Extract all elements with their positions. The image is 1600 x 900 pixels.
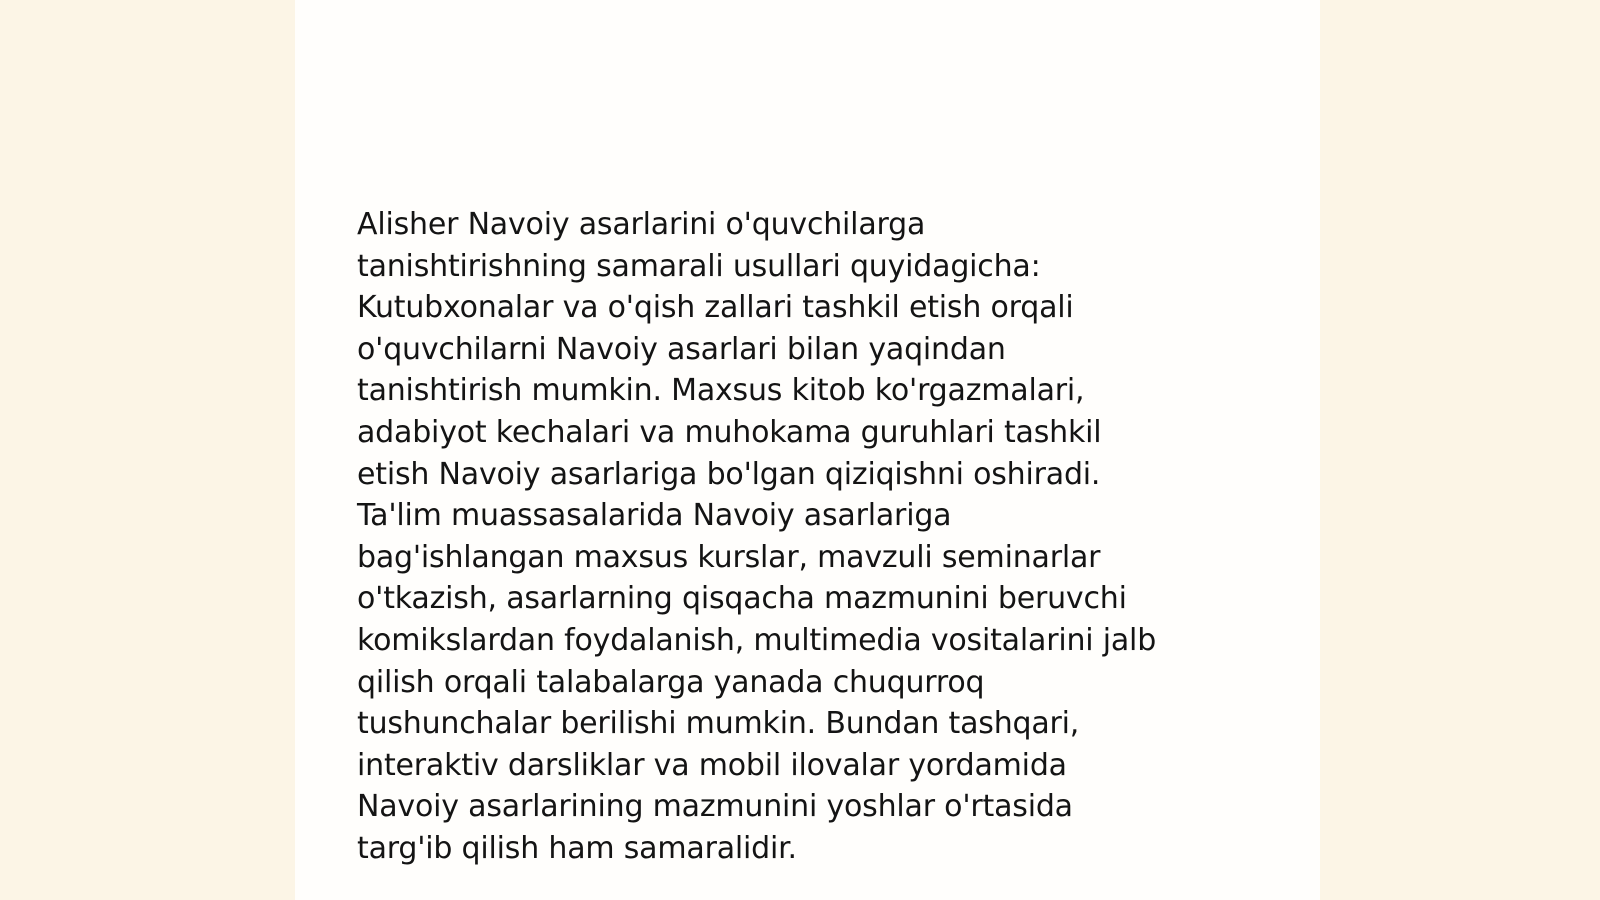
text-line: Ta'lim muassasalarida Navoiy asarlariga [357, 498, 952, 534]
body-paragraph [357, 204, 1247, 870]
text-line: tushunchalar berilishi mumkin. Bundan tashqari, [357, 706, 1080, 742]
text-line: adabiyot kechalari va muhokama guruhlari tashkil [357, 414, 1102, 450]
text-line: o'tkazish, asarlarning qisqacha mazmunini beruvchi [357, 581, 1127, 617]
text-line: Kutubxonalar va o'qish zallari tashkil etish orqali [357, 290, 1074, 326]
document-page [295, 0, 1320, 900]
text-line: qilish orqali talabalarga yanada chuqurroq [357, 664, 985, 700]
text-line: bag'ishlangan maxsus kurslar, mavzuli seminarlar [357, 539, 1101, 575]
text-line: tanishtirish mumkin. Maxsus kitob ko'rgazmalari, [357, 373, 1085, 409]
text-line: komikslardan foydalanish, multimedia vositalarini jalb [357, 622, 1157, 658]
text-line: tanishtirishning samarali usullari quyidagicha: [357, 248, 1041, 284]
text-line: etish Navoiy asarlariga bo'lgan qiziqishni oshiradi. [357, 456, 1101, 492]
text-line: Alisher Navoiy asarlarini o'quvchilarga [357, 207, 926, 242]
text-line: Navoiy asarlarining mazmunini yoshlar o'rtasida [357, 789, 1073, 825]
text-line: o'quvchilarni Navoiy asarlari bilan yaqindan [357, 331, 1006, 367]
text-line: interaktiv darsliklar va mobil ilovalar yordamida [357, 747, 1067, 783]
text-line: targ'ib qilish ham samaralidir. [357, 830, 797, 866]
